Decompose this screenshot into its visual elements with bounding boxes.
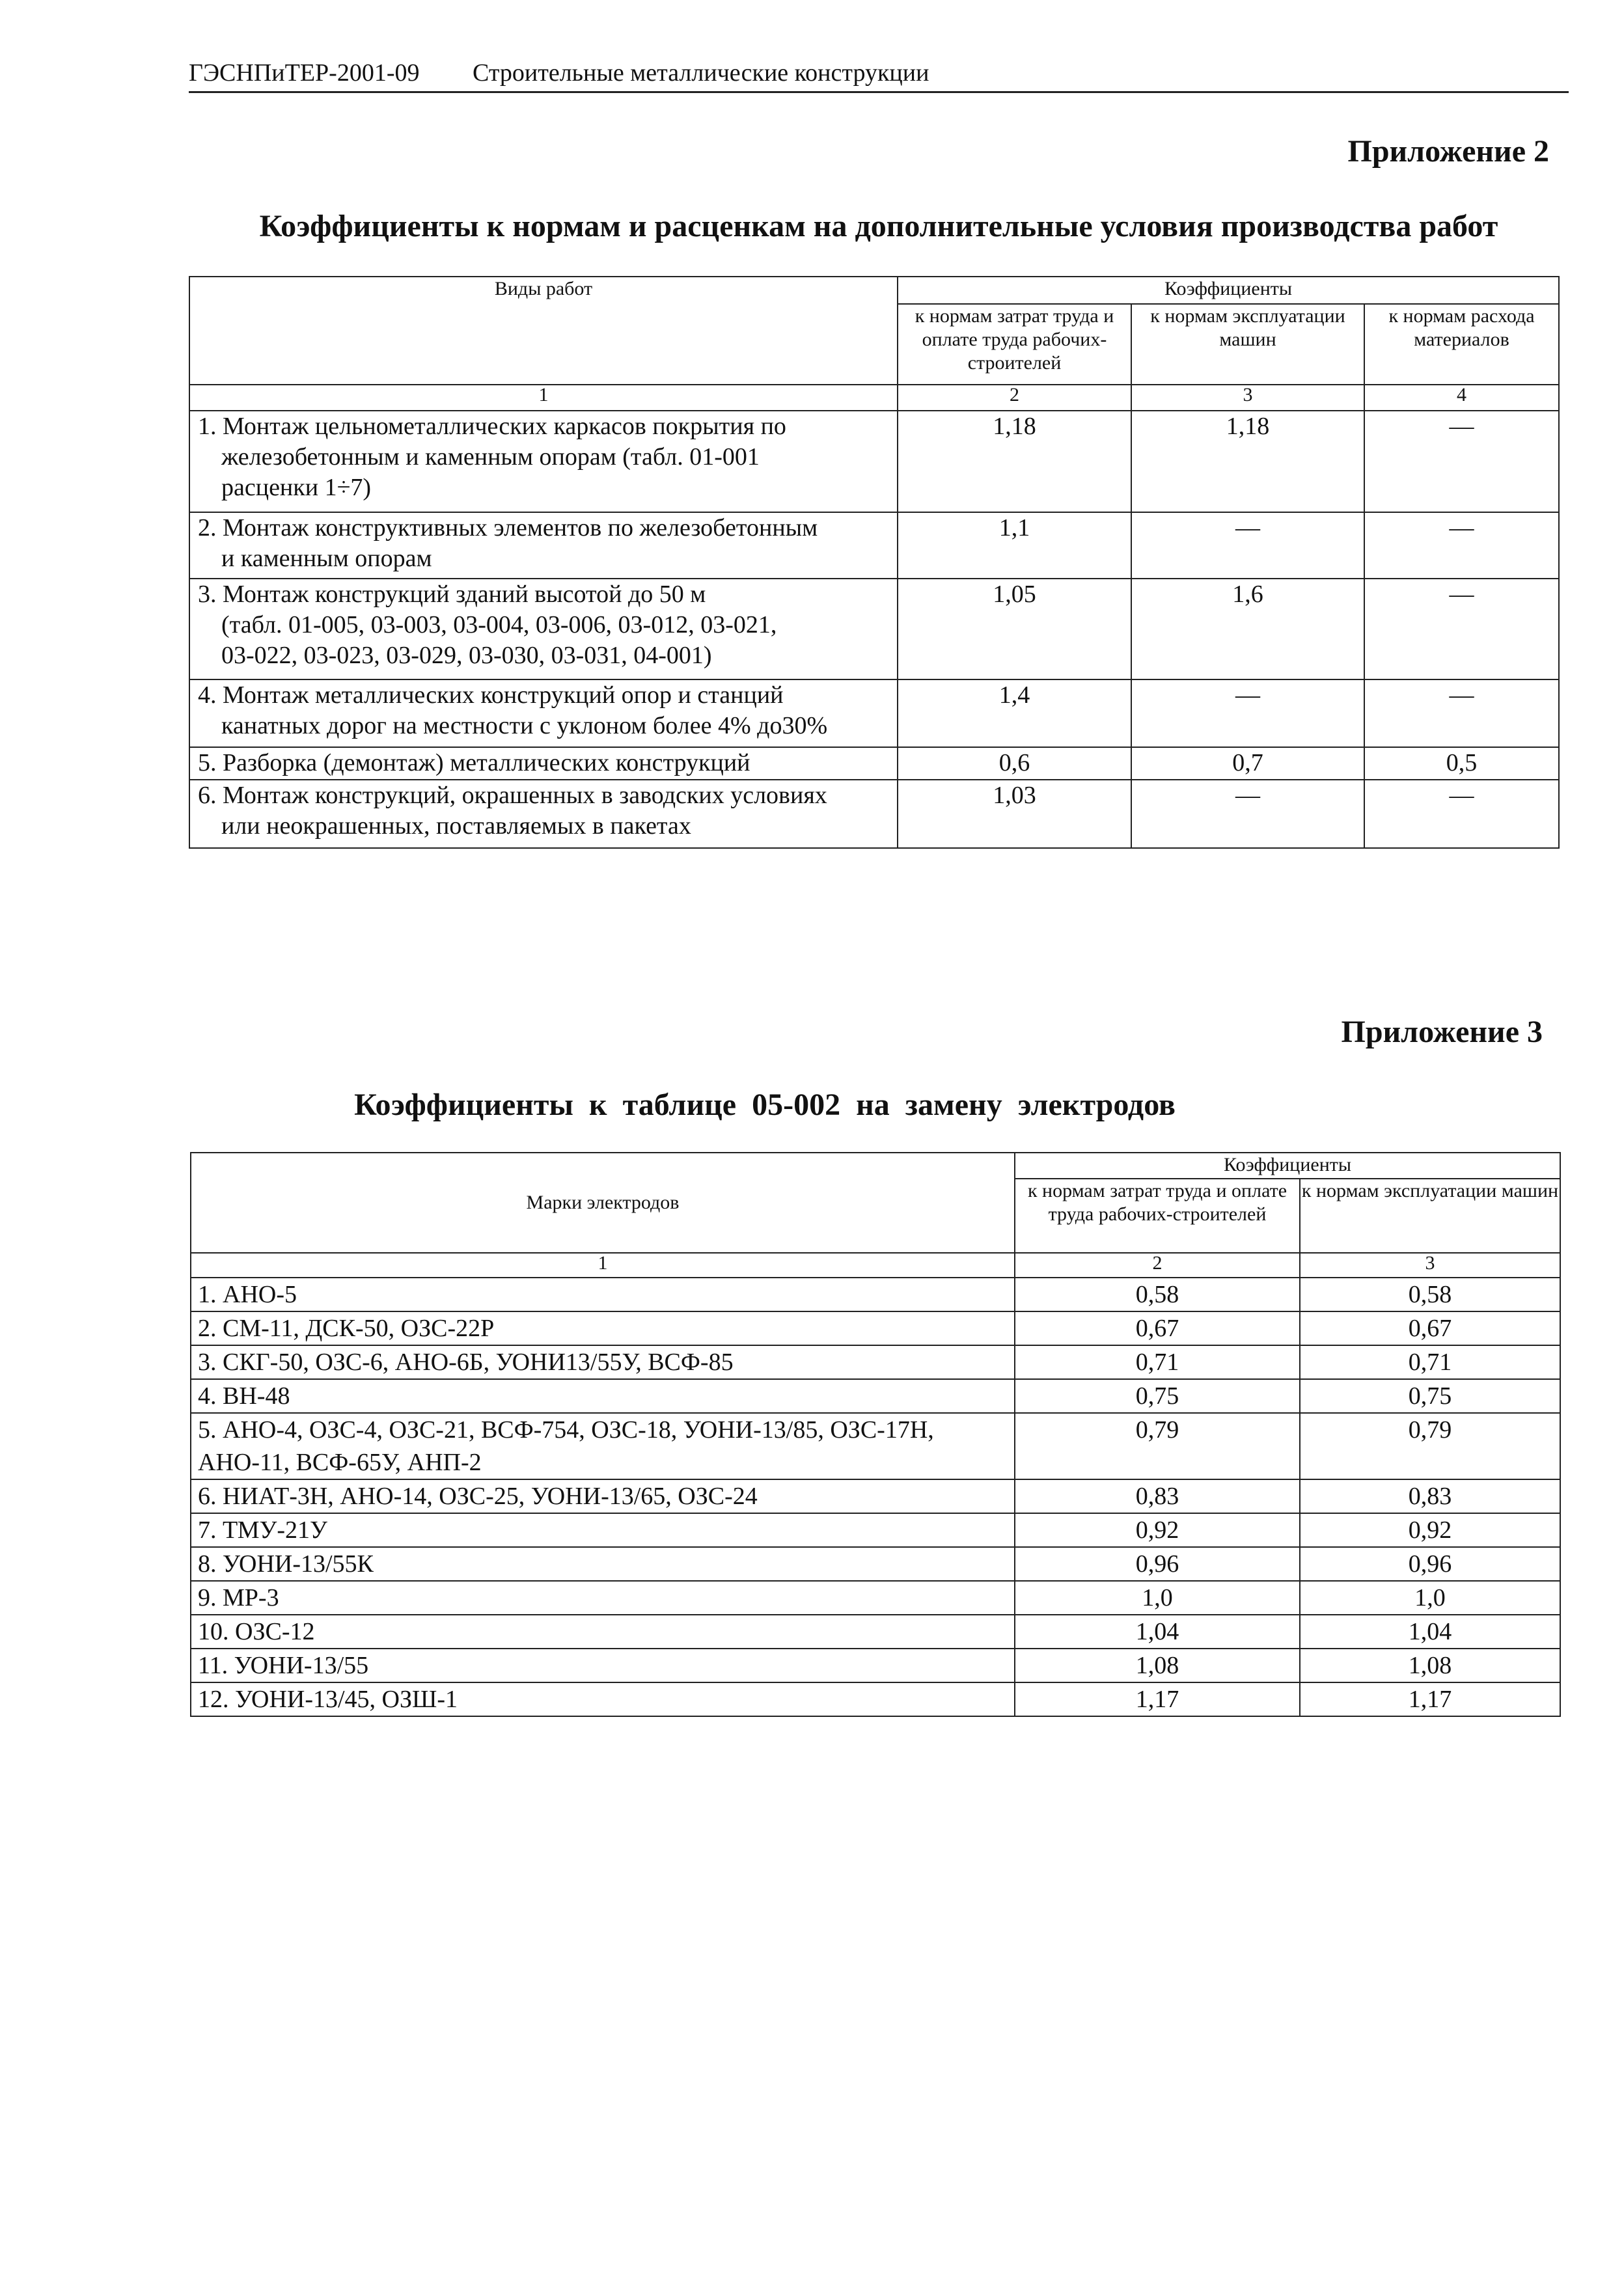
table-row <box>191 1547 1560 1581</box>
table-row <box>189 679 1559 747</box>
coefficient-machines-cell: 0,67 <box>1300 1311 1560 1345</box>
coefficient-machines-cell: — <box>1131 512 1364 579</box>
coefficient-machines-cell: 1,08 <box>1300 1649 1560 1682</box>
work-type-text: или неокрашенных, поставляемых в пакетах <box>221 812 691 840</box>
table-row <box>191 1311 1560 1345</box>
table-row <box>191 1682 1560 1716</box>
column-number: 1 <box>189 385 898 411</box>
coefficient-labor-cell: 1,04 <box>1015 1615 1300 1649</box>
electrode-grade-cell <box>191 1615 1015 1649</box>
electrode-grade-cell <box>191 1413 1015 1479</box>
work-type-text: (табл. 01-005, 03-003, 03-004, 03-006, 03-012, 03-021, <box>221 611 777 638</box>
coefficient-machines-cell: 0,75 <box>1300 1379 1560 1413</box>
coefficient-labor-cell: 0,92 <box>1015 1513 1300 1547</box>
work-type-text: 03-022, 03-023, 03-029, 03-030, 03-031, 04-001) <box>221 642 712 669</box>
electrode-grade-text: 4. ВН-48 <box>198 1382 290 1410</box>
table-row <box>191 1379 1560 1413</box>
table-row <box>189 411 1559 512</box>
work-type-text: 6. Монтаж конструкций, окрашенных в заводских условиях <box>198 782 827 809</box>
table-row <box>191 1479 1560 1513</box>
electrode-grade-text: 3. СКГ-50, ОЗС-6, АНО-6Б, УОНИ13/55У, ВСФ-85 <box>198 1349 734 1376</box>
electrode-grade-text: 2. СМ-11, ДСК-50, ОЗС-22Р <box>198 1315 495 1342</box>
table-row <box>191 1581 1560 1615</box>
header-labor: к нормам затрат труда и оплате труда рабочих-строителей <box>898 304 1131 385</box>
electrode-grade-text: 10. ОЗС-12 <box>198 1618 315 1645</box>
table-row <box>189 579 1559 679</box>
column-number: 4 <box>1364 385 1559 411</box>
work-type-cell <box>189 747 898 780</box>
table-row <box>191 1615 1560 1649</box>
coefficient-labor-cell: 1,0 <box>1015 1581 1300 1615</box>
coefficient-labor-cell: 1,1 <box>898 512 1131 579</box>
coefficient-labor-cell: 1,18 <box>898 411 1131 512</box>
electrode-grade-text: 11. УОНИ-13/55 <box>198 1652 369 1679</box>
coefficient-machines-cell: 0,92 <box>1300 1513 1560 1547</box>
coefficient-machines-cell: — <box>1131 780 1364 848</box>
coefficient-labor-cell: 0,58 <box>1015 1278 1300 1311</box>
coefficient-machines-cell: 0,96 <box>1300 1547 1560 1581</box>
work-type-text: 3. Монтаж конструкций зданий высотой до 50 м <box>198 581 706 608</box>
header-materials: к нормам расхода материалов <box>1364 304 1559 385</box>
coefficient-machines-cell: 1,6 <box>1131 579 1364 679</box>
coefficient-materials-cell: — <box>1364 679 1559 747</box>
work-type-text: 2. Монтаж конструктивных элементов по железобетонным <box>198 514 818 541</box>
work-type-cell <box>189 579 898 679</box>
table-row <box>189 747 1559 780</box>
coefficient-labor-cell: 0,6 <box>898 747 1131 780</box>
coefficient-labor-cell: 1,17 <box>1015 1682 1300 1716</box>
column-number: 2 <box>1015 1253 1300 1278</box>
header-labor: к нормам затрат труда и оплате труда рабочих-строителей <box>1015 1179 1300 1253</box>
table-row <box>191 1413 1560 1479</box>
coefficient-materials-cell: — <box>1364 579 1559 679</box>
header-coefficients: Коэффициенты <box>1015 1153 1560 1179</box>
work-type-cell <box>189 411 898 512</box>
coefficient-labor-cell: 0,75 <box>1015 1379 1300 1413</box>
column-number: 1 <box>191 1253 1015 1278</box>
coefficient-labor-cell: 1,08 <box>1015 1649 1300 1682</box>
electrode-grade-cell <box>191 1581 1015 1615</box>
column-number: 2 <box>898 385 1131 411</box>
coefficient-machines-cell: 1,0 <box>1300 1581 1560 1615</box>
header-work-types: Виды работ <box>189 277 898 385</box>
electrode-grade-cell <box>191 1649 1015 1682</box>
work-type-cell <box>189 780 898 848</box>
coefficient-machines-cell: 1,17 <box>1300 1682 1560 1716</box>
work-type-text: железобетонным и каменным опорам (табл. 01-001 <box>221 443 760 471</box>
table-row <box>189 512 1559 579</box>
electrode-grade-text: 7. ТМУ-21У <box>198 1516 327 1544</box>
electrode-grade-text: 9. МР-3 <box>198 1584 279 1611</box>
header-electrode-grades: Марки электродов <box>191 1153 1015 1253</box>
electrode-grade-text: 8. УОНИ-13/55К <box>198 1550 374 1578</box>
coefficient-labor-cell: 0,79 <box>1015 1413 1300 1479</box>
coefficient-machines-cell: 1,18 <box>1131 411 1364 512</box>
electrode-grade-text: 12. УОНИ-13/45, ОЗШ-1 <box>198 1686 458 1713</box>
electrode-grade-cell <box>191 1278 1015 1311</box>
document-code: ГЭСНПиТЕР-2001-09 <box>189 59 420 87</box>
table-row <box>191 1649 1560 1682</box>
header-machines: к нормам эксплуатации машин <box>1300 1179 1560 1253</box>
coefficient-labor-cell: 1,05 <box>898 579 1131 679</box>
electrode-grade-cell <box>191 1379 1015 1413</box>
coefficient-machines-cell: 0,58 <box>1300 1278 1560 1311</box>
work-type-text: и каменным опорам <box>221 545 432 572</box>
header-coefficients: Коэффициенты <box>898 277 1559 304</box>
coefficient-labor-cell: 0,67 <box>1015 1311 1300 1345</box>
coefficient-labor-cell: 0,96 <box>1015 1547 1300 1581</box>
coefficient-machines-cell: 0,7 <box>1131 747 1364 780</box>
coefficient-materials-cell: — <box>1364 512 1559 579</box>
appendix-2-title: Коэффициенты к нормам и расценкам на дополнительные условия производства работ <box>259 209 1498 243</box>
table-row <box>189 780 1559 848</box>
coefficient-materials-cell: — <box>1364 411 1559 512</box>
work-type-cell <box>189 512 898 579</box>
electrode-grade-cell <box>191 1547 1015 1581</box>
work-type-cell <box>189 679 898 747</box>
appendix-3-label: Приложение 3 <box>1341 1015 1543 1049</box>
electrode-grade-cell <box>191 1479 1015 1513</box>
electrode-grade-text: 1. АНО-5 <box>198 1281 297 1308</box>
coefficients-table-conditions <box>189 276 1560 849</box>
coefficient-labor-cell: 0,71 <box>1015 1345 1300 1379</box>
column-number: 3 <box>1131 385 1364 411</box>
coefficient-labor-cell: 0,83 <box>1015 1479 1300 1513</box>
work-type-text: 1. Монтаж цельнометаллических каркасов покрытия по <box>198 413 786 440</box>
coefficient-machines-cell: 0,79 <box>1300 1413 1560 1479</box>
coefficient-labor-cell: 1,03 <box>898 780 1131 848</box>
coefficient-materials-cell: 0,5 <box>1364 747 1559 780</box>
document-title: Строительные металлические конструкции <box>473 59 929 87</box>
appendix-3-title: Коэффициенты к таблице 05-002 на замену электродов <box>354 1088 1176 1122</box>
running-header <box>189 55 1569 93</box>
coefficient-machines-cell: 0,83 <box>1300 1479 1560 1513</box>
header-machines: к нормам эксплуатации машин <box>1131 304 1364 385</box>
work-type-text: расценки 1÷7) <box>221 474 372 501</box>
electrode-grade-cell <box>191 1513 1015 1547</box>
work-type-text: канатных дорог на местности с уклоном более 4% до30% <box>221 712 828 739</box>
electrode-grade-text: 6. НИАТ-3Н, АНО-14, ОЗС-25, УОНИ-13/65, ОЗС-24 <box>198 1483 758 1510</box>
electrode-grade-cell <box>191 1345 1015 1379</box>
coefficient-machines-cell: 1,04 <box>1300 1615 1560 1649</box>
electrode-grade-cell <box>191 1682 1015 1716</box>
table-row <box>191 1513 1560 1547</box>
work-type-text: 5. Разборка (демонтаж) металлических конструкций <box>198 749 750 776</box>
table-row <box>191 1345 1560 1379</box>
coefficient-materials-cell: — <box>1364 780 1559 848</box>
appendix-2-label: Приложение 2 <box>1347 134 1549 169</box>
electrode-grade-cell <box>191 1311 1015 1345</box>
table-row <box>191 1278 1560 1311</box>
coefficients-table-electrodes <box>190 1152 1561 1717</box>
work-type-text: 4. Монтаж металлических конструкций опор и станций <box>198 681 784 709</box>
coefficient-labor-cell: 1,4 <box>898 679 1131 747</box>
column-number: 3 <box>1300 1253 1560 1278</box>
electrode-grade-text: 5. АНО-4, ОЗС-4, ОЗС-21, ВСФ-754, ОЗС-18, УОНИ-13/85, ОЗС-17Н, <box>198 1416 934 1444</box>
coefficient-machines-cell: — <box>1131 679 1364 747</box>
electrode-grade-text: АНО-11, ВСФ-65У, АНП-2 <box>198 1449 482 1476</box>
coefficient-machines-cell: 0,71 <box>1300 1345 1560 1379</box>
